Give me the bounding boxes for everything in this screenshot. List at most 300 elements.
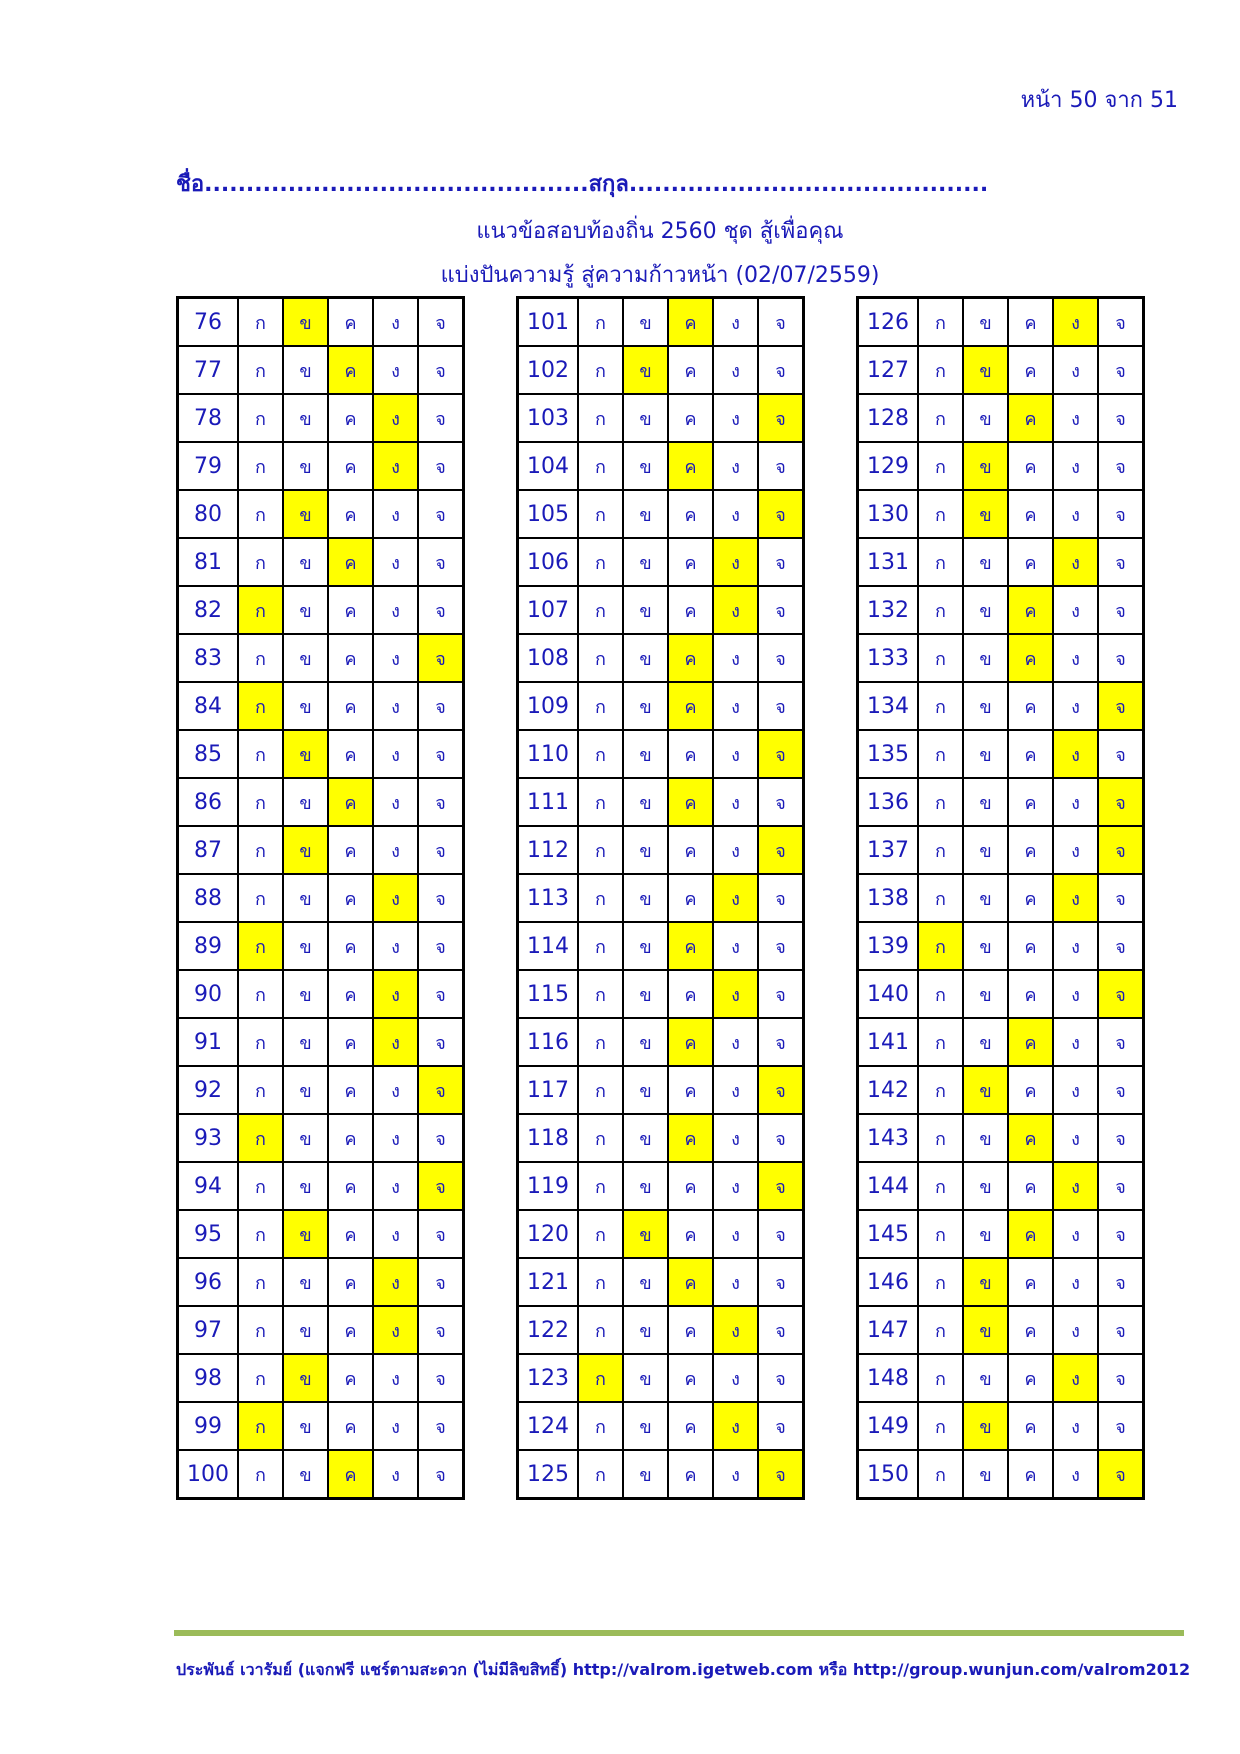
question-number: 78	[178, 394, 239, 442]
choice-cell: ก	[578, 586, 623, 634]
question-number: 98	[178, 1354, 239, 1402]
choice-cell: ค	[668, 1450, 713, 1499]
choice-cell: ก	[578, 730, 623, 778]
answer-row	[858, 586, 1144, 634]
choice-cell: ก	[918, 682, 963, 730]
question-number: 104	[518, 442, 579, 490]
choice-cell: ก	[238, 1258, 283, 1306]
choice-cell: ง	[373, 1354, 418, 1402]
question-number: 119	[518, 1162, 579, 1210]
choice-cell: ง	[1053, 442, 1098, 490]
choice-cell: ก	[918, 874, 963, 922]
choice-cell: จ	[418, 538, 464, 586]
question-number: 112	[518, 826, 579, 874]
answer-row	[178, 682, 464, 730]
selected-choice-cell: ข	[623, 1210, 668, 1258]
selected-choice-cell: ง	[373, 874, 418, 922]
choice-cell: ข	[283, 1306, 328, 1354]
choice-cell: จ	[1098, 442, 1144, 490]
choice-cell: จ	[758, 634, 804, 682]
choice-cell: ก	[918, 778, 963, 826]
selected-choice-cell: ก	[238, 586, 283, 634]
choice-cell: ก	[918, 1162, 963, 1210]
choice-cell: ง	[713, 1066, 758, 1114]
choice-cell: จ	[758, 1210, 804, 1258]
choice-cell: ก	[238, 1450, 283, 1499]
choice-cell: ง	[713, 1258, 758, 1306]
question-number: 134	[858, 682, 919, 730]
choice-cell: จ	[758, 538, 804, 586]
choice-cell: ข	[283, 1066, 328, 1114]
answer-row	[518, 778, 804, 826]
choice-cell: ง	[373, 1066, 418, 1114]
choice-cell: จ	[758, 1402, 804, 1450]
choice-cell: ข	[963, 586, 1008, 634]
question-number: 83	[178, 634, 239, 682]
question-number: 147	[858, 1306, 919, 1354]
question-number: 86	[178, 778, 239, 826]
selected-choice-cell: ค	[328, 1450, 373, 1499]
choice-cell: ค	[1008, 778, 1053, 826]
choice-cell: ก	[918, 346, 963, 394]
answer-row	[178, 1402, 464, 1450]
choice-cell: ก	[238, 442, 283, 490]
choice-cell: ง	[713, 442, 758, 490]
choice-cell: ก	[238, 1210, 283, 1258]
question-number: 149	[858, 1402, 919, 1450]
choice-cell: ค	[328, 1162, 373, 1210]
answer-row	[178, 874, 464, 922]
answer-row	[518, 682, 804, 730]
answer-row	[178, 490, 464, 538]
answer-row	[518, 586, 804, 634]
choice-cell: ค	[328, 298, 373, 347]
choice-cell: ก	[918, 490, 963, 538]
selected-choice-cell: ค	[668, 778, 713, 826]
question-number: 88	[178, 874, 239, 922]
choice-cell: ง	[713, 346, 758, 394]
question-number: 90	[178, 970, 239, 1018]
answer-row	[858, 538, 1144, 586]
choice-cell: จ	[418, 1306, 464, 1354]
choice-cell: ก	[578, 682, 623, 730]
choice-cell: ค	[668, 1306, 713, 1354]
choice-cell: จ	[758, 1018, 804, 1066]
question-number: 114	[518, 922, 579, 970]
choice-cell: ข	[283, 538, 328, 586]
choice-cell: จ	[758, 346, 804, 394]
choice-cell: ง	[373, 682, 418, 730]
answer-row	[858, 970, 1144, 1018]
question-number: 77	[178, 346, 239, 394]
choice-cell: ง	[713, 730, 758, 778]
choice-cell: ง	[713, 778, 758, 826]
choice-cell: ง	[1053, 778, 1098, 826]
choice-cell: ก	[578, 394, 623, 442]
choice-cell: ค	[1008, 1066, 1053, 1114]
choice-cell: ง	[1053, 1450, 1098, 1499]
choice-cell: ข	[283, 922, 328, 970]
choice-cell: ข	[963, 1450, 1008, 1499]
choice-cell: ง	[1053, 1114, 1098, 1162]
question-number: 132	[858, 586, 919, 634]
selected-choice-cell: ง	[373, 1306, 418, 1354]
choice-cell: ง	[713, 1354, 758, 1402]
answer-row	[178, 1114, 464, 1162]
choice-cell: จ	[418, 778, 464, 826]
selected-choice-cell: ข	[963, 1258, 1008, 1306]
choice-cell: ก	[578, 1066, 623, 1114]
choice-cell: ง	[373, 1162, 418, 1210]
choice-cell: จ	[1098, 730, 1144, 778]
question-number: 128	[858, 394, 919, 442]
answer-row	[518, 490, 804, 538]
selected-choice-cell: ค	[668, 682, 713, 730]
choice-cell: จ	[758, 442, 804, 490]
selected-choice-cell: ข	[283, 730, 328, 778]
choice-cell: ก	[918, 1018, 963, 1066]
choice-cell: จ	[418, 442, 464, 490]
answer-table-3	[856, 296, 1145, 1500]
choice-cell: จ	[758, 682, 804, 730]
choice-cell: จ	[1098, 586, 1144, 634]
answer-row	[518, 634, 804, 682]
choice-cell: จ	[418, 730, 464, 778]
answer-row	[858, 682, 1144, 730]
choice-cell: ก	[918, 634, 963, 682]
choice-cell: ค	[668, 490, 713, 538]
choice-cell: ค	[328, 1066, 373, 1114]
question-number: 130	[858, 490, 919, 538]
choice-cell: ง	[713, 826, 758, 874]
choice-cell: ก	[578, 490, 623, 538]
choice-cell: จ	[758, 1354, 804, 1402]
question-number: 139	[858, 922, 919, 970]
answer-row	[178, 970, 464, 1018]
answer-row	[518, 922, 804, 970]
choice-cell: ง	[373, 346, 418, 394]
choice-cell: ค	[328, 826, 373, 874]
answer-row	[518, 538, 804, 586]
choice-cell: ง	[373, 1210, 418, 1258]
choice-cell: จ	[418, 1114, 464, 1162]
name-surname-line: ชื่อ..............................................สกุล...........................................	[176, 172, 989, 197]
answer-row	[518, 730, 804, 778]
selected-choice-cell: ง	[1053, 730, 1098, 778]
question-number: 135	[858, 730, 919, 778]
choice-cell: จ	[758, 586, 804, 634]
choice-cell: ค	[668, 1210, 713, 1258]
choice-cell: ก	[578, 1114, 623, 1162]
choice-cell: ก	[578, 1018, 623, 1066]
answer-row	[518, 1402, 804, 1450]
page-number: หน้า 50 จาก 51	[1020, 88, 1178, 113]
choice-cell: จ	[418, 1354, 464, 1402]
choice-cell: ข	[963, 922, 1008, 970]
choice-cell: จ	[1098, 1114, 1144, 1162]
choice-cell: ก	[578, 970, 623, 1018]
choice-cell: ค	[1008, 826, 1053, 874]
choice-cell: ง	[1053, 682, 1098, 730]
answer-row	[178, 730, 464, 778]
choice-cell: ง	[373, 298, 418, 347]
choice-cell: ข	[623, 874, 668, 922]
choice-cell: ก	[918, 586, 963, 634]
choice-cell: ก	[238, 1306, 283, 1354]
choice-cell: ง	[373, 1402, 418, 1450]
choice-cell: ข	[963, 1162, 1008, 1210]
selected-choice-cell: จ	[758, 394, 804, 442]
question-number: 131	[858, 538, 919, 586]
choice-cell: ก	[238, 346, 283, 394]
choice-cell: จ	[1098, 1402, 1144, 1450]
choice-cell: ค	[1008, 970, 1053, 1018]
choice-cell: ง	[713, 1114, 758, 1162]
choice-cell: ข	[963, 1018, 1008, 1066]
question-number: 113	[518, 874, 579, 922]
document-subtitle: แนวข้อสอบท้องถิ่น 2560 ชุด สู้เพื่อคุณ	[476, 219, 844, 244]
choice-cell: ข	[623, 490, 668, 538]
choice-cell: ค	[1008, 1162, 1053, 1210]
question-number: 117	[518, 1066, 579, 1114]
choice-cell: จ	[1098, 1018, 1144, 1066]
answer-row	[518, 298, 804, 347]
question-number: 124	[518, 1402, 579, 1450]
answer-row	[858, 1018, 1144, 1066]
choice-cell: ก	[578, 826, 623, 874]
choice-cell: จ	[758, 778, 804, 826]
choice-cell: ก	[918, 442, 963, 490]
choice-cell: ง	[373, 538, 418, 586]
answer-row	[858, 1450, 1144, 1499]
choice-cell: ก	[918, 1066, 963, 1114]
answer-row	[858, 730, 1144, 778]
question-number: 126	[858, 298, 919, 347]
question-number: 108	[518, 634, 579, 682]
choice-cell: จ	[758, 1114, 804, 1162]
selected-choice-cell: ค	[1008, 586, 1053, 634]
answer-row	[178, 826, 464, 874]
choice-cell: จ	[418, 874, 464, 922]
question-number: 118	[518, 1114, 579, 1162]
choice-cell: ก	[918, 1354, 963, 1402]
choice-cell: ก	[918, 538, 963, 586]
question-number: 80	[178, 490, 239, 538]
selected-choice-cell: ค	[668, 298, 713, 347]
choice-cell: ก	[578, 1210, 623, 1258]
selected-choice-cell: ข	[963, 490, 1008, 538]
choice-cell: ค	[1008, 490, 1053, 538]
choice-cell: จ	[758, 1306, 804, 1354]
answer-row	[518, 1306, 804, 1354]
selected-choice-cell: ง	[713, 538, 758, 586]
answer-row	[858, 1114, 1144, 1162]
choice-cell: ข	[963, 826, 1008, 874]
choice-cell: ข	[283, 1114, 328, 1162]
answer-row	[518, 1354, 804, 1402]
selected-choice-cell: ข	[283, 490, 328, 538]
selected-choice-cell: ง	[713, 1306, 758, 1354]
selected-choice-cell: ง	[373, 970, 418, 1018]
answer-row	[858, 1258, 1144, 1306]
question-number: 100	[178, 1450, 239, 1499]
choice-cell: ง	[713, 1450, 758, 1499]
choice-cell: จ	[1098, 490, 1144, 538]
choice-cell: ก	[238, 970, 283, 1018]
choice-cell: ข	[623, 730, 668, 778]
choice-cell: ก	[238, 394, 283, 442]
answer-row	[178, 922, 464, 970]
choice-cell: จ	[1098, 634, 1144, 682]
answer-row	[178, 1162, 464, 1210]
answer-row	[178, 538, 464, 586]
answer-row	[858, 490, 1144, 538]
choice-cell: ข	[963, 1114, 1008, 1162]
choice-cell: ข	[283, 1402, 328, 1450]
choice-cell: ข	[623, 442, 668, 490]
choice-cell: จ	[418, 922, 464, 970]
choice-cell: ค	[328, 970, 373, 1018]
choice-cell: ก	[578, 346, 623, 394]
choice-cell: ง	[1053, 1258, 1098, 1306]
choice-cell: จ	[1098, 922, 1144, 970]
choice-cell: ค	[668, 874, 713, 922]
choice-cell: ก	[918, 1114, 963, 1162]
question-number: 146	[858, 1258, 919, 1306]
selected-choice-cell: จ	[758, 1450, 804, 1499]
choice-cell: ข	[963, 394, 1008, 442]
choice-cell: จ	[418, 970, 464, 1018]
choice-cell: ข	[283, 970, 328, 1018]
answer-row	[518, 1018, 804, 1066]
choice-cell: ข	[963, 970, 1008, 1018]
selected-choice-cell: ง	[373, 1018, 418, 1066]
question-number: 79	[178, 442, 239, 490]
choice-cell: ข	[623, 1114, 668, 1162]
choice-cell: ง	[713, 634, 758, 682]
question-number: 116	[518, 1018, 579, 1066]
answer-row	[518, 826, 804, 874]
choice-cell: ง	[713, 1162, 758, 1210]
selected-choice-cell: ค	[1008, 1114, 1053, 1162]
choice-cell: ก	[238, 490, 283, 538]
question-number: 84	[178, 682, 239, 730]
selected-choice-cell: ค	[668, 922, 713, 970]
choice-cell: ข	[623, 1258, 668, 1306]
selected-choice-cell: ก	[238, 1402, 283, 1450]
choice-cell: ก	[238, 874, 283, 922]
choice-cell: ง	[1053, 1066, 1098, 1114]
answer-row	[178, 634, 464, 682]
selected-choice-cell: ข	[283, 1210, 328, 1258]
answer-row	[858, 826, 1144, 874]
answer-row	[858, 874, 1144, 922]
choice-cell: ก	[578, 874, 623, 922]
choice-cell: จ	[758, 298, 804, 347]
choice-cell: จ	[1098, 538, 1144, 586]
choice-cell: ก	[578, 1258, 623, 1306]
choice-cell: ค	[668, 826, 713, 874]
choice-cell: ง	[1053, 970, 1098, 1018]
answer-row	[178, 1210, 464, 1258]
choice-cell: ก	[578, 778, 623, 826]
choice-cell: ข	[623, 682, 668, 730]
choice-cell: จ	[418, 394, 464, 442]
choice-cell: ข	[283, 586, 328, 634]
answer-row	[518, 442, 804, 490]
question-number: 144	[858, 1162, 919, 1210]
choice-cell: ง	[373, 778, 418, 826]
answer-table-1	[176, 296, 465, 1500]
choice-cell: ข	[623, 1450, 668, 1499]
selected-choice-cell: ก	[578, 1354, 623, 1402]
choice-cell: ก	[918, 1258, 963, 1306]
selected-choice-cell: จ	[758, 826, 804, 874]
question-number: 127	[858, 346, 919, 394]
selected-choice-cell: ข	[963, 1306, 1008, 1354]
choice-cell: ง	[373, 730, 418, 778]
question-number: 103	[518, 394, 579, 442]
choice-cell: ง	[713, 922, 758, 970]
selected-choice-cell: ข	[283, 826, 328, 874]
question-number: 85	[178, 730, 239, 778]
question-number: 109	[518, 682, 579, 730]
answer-row	[178, 298, 464, 347]
answer-row	[518, 1114, 804, 1162]
question-number: 107	[518, 586, 579, 634]
choice-cell: ค	[1008, 298, 1053, 347]
choice-cell: ค	[328, 586, 373, 634]
choice-cell: ข	[283, 1450, 328, 1499]
choice-cell: ข	[623, 1162, 668, 1210]
question-number: 145	[858, 1210, 919, 1258]
choice-cell: ข	[283, 1258, 328, 1306]
choice-cell: ค	[668, 730, 713, 778]
selected-choice-cell: ค	[328, 346, 373, 394]
choice-cell: ข	[623, 1402, 668, 1450]
answer-row	[858, 778, 1144, 826]
choice-cell: ก	[238, 634, 283, 682]
question-number: 148	[858, 1354, 919, 1402]
selected-choice-cell: ง	[713, 970, 758, 1018]
selected-choice-cell: ข	[623, 346, 668, 394]
answer-row	[858, 922, 1144, 970]
choice-cell: ข	[283, 874, 328, 922]
choice-cell: ค	[1008, 1354, 1053, 1402]
choice-cell: ข	[283, 1162, 328, 1210]
choice-cell: จ	[758, 874, 804, 922]
question-number: 99	[178, 1402, 239, 1450]
selected-choice-cell: ง	[1053, 298, 1098, 347]
question-number: 97	[178, 1306, 239, 1354]
question-number: 142	[858, 1066, 919, 1114]
choice-cell: ค	[328, 1210, 373, 1258]
choice-cell: จ	[758, 970, 804, 1018]
selected-choice-cell: ค	[1008, 394, 1053, 442]
question-number: 136	[858, 778, 919, 826]
choice-cell: จ	[418, 346, 464, 394]
answer-row	[858, 1306, 1144, 1354]
choice-cell: ก	[238, 298, 283, 347]
choice-cell: ข	[963, 730, 1008, 778]
choice-cell: ข	[963, 1210, 1008, 1258]
choice-cell: จ	[1098, 1162, 1144, 1210]
choice-cell: ก	[238, 1354, 283, 1402]
choice-cell: ข	[283, 682, 328, 730]
question-number: 111	[518, 778, 579, 826]
choice-cell: ก	[238, 1162, 283, 1210]
selected-choice-cell: ข	[963, 442, 1008, 490]
